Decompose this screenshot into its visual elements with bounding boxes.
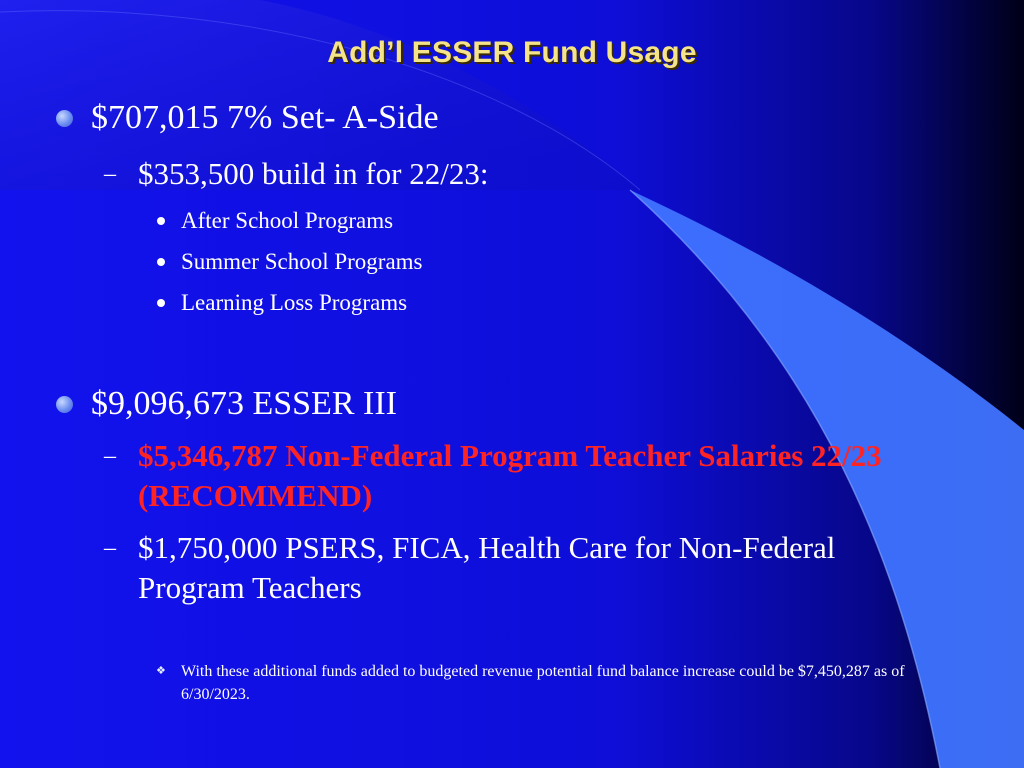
bullet-dot-icon [56,396,73,413]
sub-bullet-teacher-salaries [104,436,984,516]
sub-bullet-text-highlight: $5,346,787 Non-Federal Program Teacher Salaries 22/23 (RECOMMEND) [138,438,882,513]
small-dot-icon [157,258,165,266]
sub-bullet-text: $1,750,000 PSERS, FICA, Health Care for Non-Federal Program Teachers [138,530,836,605]
small-dot-icon [157,299,165,307]
list-item-text: Learning Loss Programs [181,290,408,315]
dash-icon: – [104,443,116,469]
bullet-set-aside [56,98,439,138]
bullet-text: $707,015 7% Set- A-Side [91,99,439,136]
dash-icon: – [104,161,116,187]
footnote [156,660,956,706]
list-item-text: Summer School Programs [181,249,423,274]
bullet-dot-icon [56,110,73,127]
slide-title: Add’l ESSER Fund Usage [327,36,697,69]
sub-bullet-build-in [104,154,984,194]
bullet-esser-iii [56,384,397,424]
small-dot-icon [157,217,165,225]
footnote-text: With these additional funds added to budgeted revenue potential fund balance increase could be $7,450,287 as of 6/30/2023. [181,663,905,703]
sub-bullet-benefits [104,528,984,608]
sub-bullet-text: $353,500 build in for 22/23: [138,156,489,191]
list-item [157,288,407,318]
list-item [157,247,423,277]
dash-icon: – [104,535,116,561]
bullet-text: $9,096,673 ESSER III [91,385,397,422]
list-item-text: After School Programs [181,208,394,233]
list-item [157,206,393,236]
diamond-bullet-icon: ❖ [156,665,166,677]
